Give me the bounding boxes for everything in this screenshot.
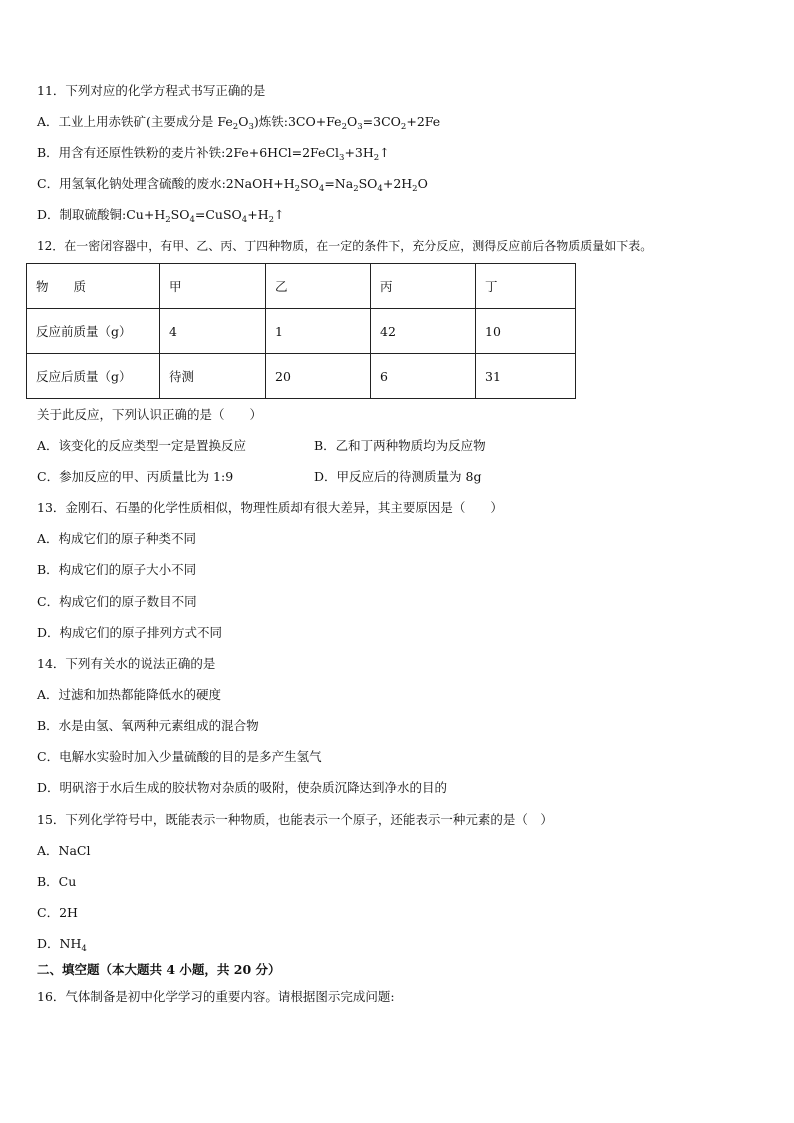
q14-option-b: B．水是由氢、氧两种元素组成的混合物 (37, 718, 259, 733)
q11-option-d: D．制取硫酸铜$:Cu+H_2SO_4=CuSO_4+H_2↑$ (37, 207, 285, 225)
q15-stem: 15．下列化学符号中，既能表示一种物质，也能表示一个原子，还能表示一种元素的是（ ） (37, 812, 553, 827)
table-cell: 4 (160, 309, 266, 354)
table-cell: 6 (371, 354, 476, 399)
q13-option-c: C．构成它们的原子数目不同 (37, 594, 197, 609)
table-row (27, 354, 576, 399)
q14-option-d: D．明矾溶于水后生成的胶状物对杂质的吸附，使杂质沉降达到净水的目的 (37, 780, 448, 795)
q11-option-b: B．用含有还原性铁粉的麦片补铁$:2Fe+6HCl=2FeCl_3+3H_2↑$ (37, 145, 390, 163)
q12-option-a: A．该变化的反应类型一定是置换反应 (37, 438, 247, 453)
q15-option-b: B．Cu (37, 874, 77, 889)
q16-stem: 16．气体制备是初中化学学习的重要内容。请根据图示完成问题: (37, 989, 395, 1004)
table-cell: 反应后质量（g） (27, 354, 160, 399)
table-cell: 31 (476, 354, 576, 399)
q13-option-b: B．构成它们的原子大小不同 (37, 562, 197, 577)
q14-stem: 14．下列有关水的说法正确的是 (37, 656, 216, 671)
q13-option-a: A．构成它们的原子种类不同 (37, 531, 197, 546)
q14-option-c: C．电解水实验时加入少量硫酸的目的是多产生氢气 (37, 749, 322, 764)
q12-option-d: D．甲反应后的待测质量为 8g (314, 469, 482, 484)
table-header-row (27, 264, 576, 309)
q15-option-d: D．$NH_4$ (37, 936, 87, 954)
table-row (27, 309, 576, 354)
table-cell: 42 (371, 309, 476, 354)
table-cell: 20 (266, 354, 371, 399)
q12-stem: 12．在一密闭容器中，有甲、乙、丙、丁四种物质，在一定的条件下，充分反应，测得反应前后各物质质量如下表。 (37, 239, 653, 253)
table-cell: 乙 (266, 264, 371, 309)
q12-option-c: C．参加反应的甲、丙质量比为 1:9 (37, 469, 234, 484)
mass-table (26, 263, 576, 399)
q12-question: 关于此反应，下列认识正确的是（ ） (37, 407, 263, 422)
q11-stem: 11．下列对应的化学方程式书写正确的是 (37, 83, 266, 98)
table-cell: 丙 (371, 264, 476, 309)
q11-option-c: C．用氢氧化钠处理含硫酸的废水$:2NaOH+H_2SO_4=Na_2SO_4+2H_2O$ (37, 176, 428, 194)
q13-stem: 13．金刚石、石墨的化学性质相似，物理性质却有很大差异，其主要原因是（ ） (37, 500, 503, 515)
table-cell: 物 质 (27, 264, 160, 309)
q15-option-a: A．NaCl (37, 843, 91, 858)
q15-option-c: C．2H (37, 905, 78, 920)
table-cell: 甲 (160, 264, 266, 309)
table-cell: 10 (476, 309, 576, 354)
table-cell: 丁 (476, 264, 576, 309)
q12-option-b: B．乙和丁两种物质均为反应物 (314, 438, 486, 453)
table-cell: 反应前质量（g） (27, 309, 160, 354)
q13-option-d: D．构成它们的原子排列方式不同 (37, 625, 223, 640)
table-cell: 1 (266, 309, 371, 354)
q11-option-a: A．工业上用赤铁矿(主要成分是 $Fe_2O_3$)炼铁$:3CO+Fe_2O_3=3CO_2+2Fe$ (37, 114, 441, 132)
table-cell: 待测 (160, 354, 266, 399)
section-heading: 二、填空题（本大题共 4 小题，共 20 分） (37, 962, 281, 977)
q14-option-a: A．过滤和加热都能降低水的硬度 (37, 687, 222, 702)
